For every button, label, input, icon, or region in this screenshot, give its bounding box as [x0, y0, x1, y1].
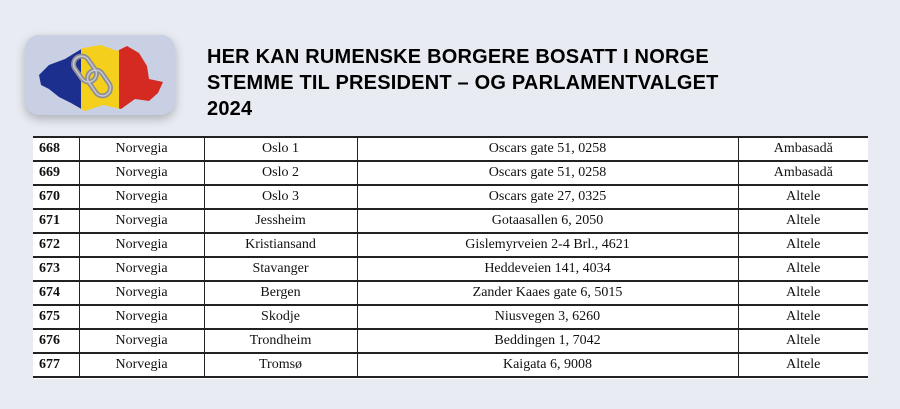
location-type-cell: Altele	[738, 305, 868, 329]
location-type-cell: Ambasadă	[738, 137, 868, 161]
country-cell: Norvegia	[79, 305, 204, 329]
table-row	[33, 257, 868, 281]
romania-map-chain-icon	[25, 35, 175, 115]
table-row	[33, 305, 868, 329]
section-number-cell: 676	[33, 329, 79, 353]
section-number-cell: 677	[33, 353, 79, 377]
country-cell: Norvegia	[79, 161, 204, 185]
section-number-cell: 670	[33, 185, 79, 209]
country-cell: Norvegia	[79, 209, 204, 233]
address-cell: Kaigata 6, 9008	[357, 353, 738, 377]
location-type-cell: Altele	[738, 329, 868, 353]
address-cell: Gotaasallen 6, 2050	[357, 209, 738, 233]
table-row	[33, 329, 868, 353]
section-number-cell: 669	[33, 161, 79, 185]
page-title	[207, 44, 887, 122]
table-row	[33, 281, 868, 305]
city-cell: Oslo 3	[204, 185, 357, 209]
location-type-cell: Altele	[738, 257, 868, 281]
logo-card	[25, 35, 175, 115]
table-row	[33, 209, 868, 233]
city-cell: Kristiansand	[204, 233, 357, 257]
city-cell: Skodje	[204, 305, 357, 329]
address-cell: Oscars gate 27, 0325	[357, 185, 738, 209]
title-line-2: STEMME TIL PRESIDENT – OG PARLAMENTVALGET	[207, 72, 719, 94]
table-row	[33, 137, 868, 161]
city-cell: Oslo 2	[204, 161, 357, 185]
table-row	[33, 353, 868, 377]
country-cell: Norvegia	[79, 233, 204, 257]
address-cell: Gislemyrveien 2-4 Brl., 4621	[357, 233, 738, 257]
table-row	[33, 233, 868, 257]
city-cell: Stavanger	[204, 257, 357, 281]
country-cell: Norvegia	[79, 185, 204, 209]
city-cell: Trondheim	[204, 329, 357, 353]
polling-stations-table-wrapper	[33, 136, 868, 379]
country-cell: Norvegia	[79, 329, 204, 353]
city-cell: Tromsø	[204, 353, 357, 377]
flag-blue-band	[25, 35, 81, 115]
section-number-cell: 675	[33, 305, 79, 329]
location-type-cell: Altele	[738, 353, 868, 377]
country-cell: Norvegia	[79, 137, 204, 161]
address-cell: Zander Kaaes gate 6, 5015	[357, 281, 738, 305]
country-cell: Norvegia	[79, 257, 204, 281]
country-cell: Norvegia	[79, 281, 204, 305]
table-row	[33, 161, 868, 185]
flag-red-band	[119, 35, 175, 115]
address-cell: Oscars gate 51, 0258	[357, 161, 738, 185]
address-cell: Beddingen 1, 7042	[357, 329, 738, 353]
section-number-cell: 673	[33, 257, 79, 281]
location-type-cell: Altele	[738, 185, 868, 209]
address-cell: Niusvegen 3, 6260	[357, 305, 738, 329]
country-cell: Norvegia	[79, 353, 204, 377]
city-cell: Oslo 1	[204, 137, 357, 161]
section-number-cell: 668	[33, 137, 79, 161]
section-number-cell: 671	[33, 209, 79, 233]
table-body	[33, 137, 868, 377]
location-type-cell: Ambasadă	[738, 161, 868, 185]
address-cell: Oscars gate 51, 0258	[357, 137, 738, 161]
title-line-3: 2024	[207, 98, 253, 120]
city-cell: Jessheim	[204, 209, 357, 233]
section-number-cell: 672	[33, 233, 79, 257]
location-type-cell: Altele	[738, 281, 868, 305]
section-number-cell: 674	[33, 281, 79, 305]
polling-stations-table	[33, 136, 868, 378]
address-cell: Heddeveien 141, 4034	[357, 257, 738, 281]
title-line-1: HER KAN RUMENSKE BORGERE BOSATT I NORGE	[207, 46, 709, 68]
table-row	[33, 185, 868, 209]
location-type-cell: Altele	[738, 233, 868, 257]
location-type-cell: Altele	[738, 209, 868, 233]
city-cell: Bergen	[204, 281, 357, 305]
